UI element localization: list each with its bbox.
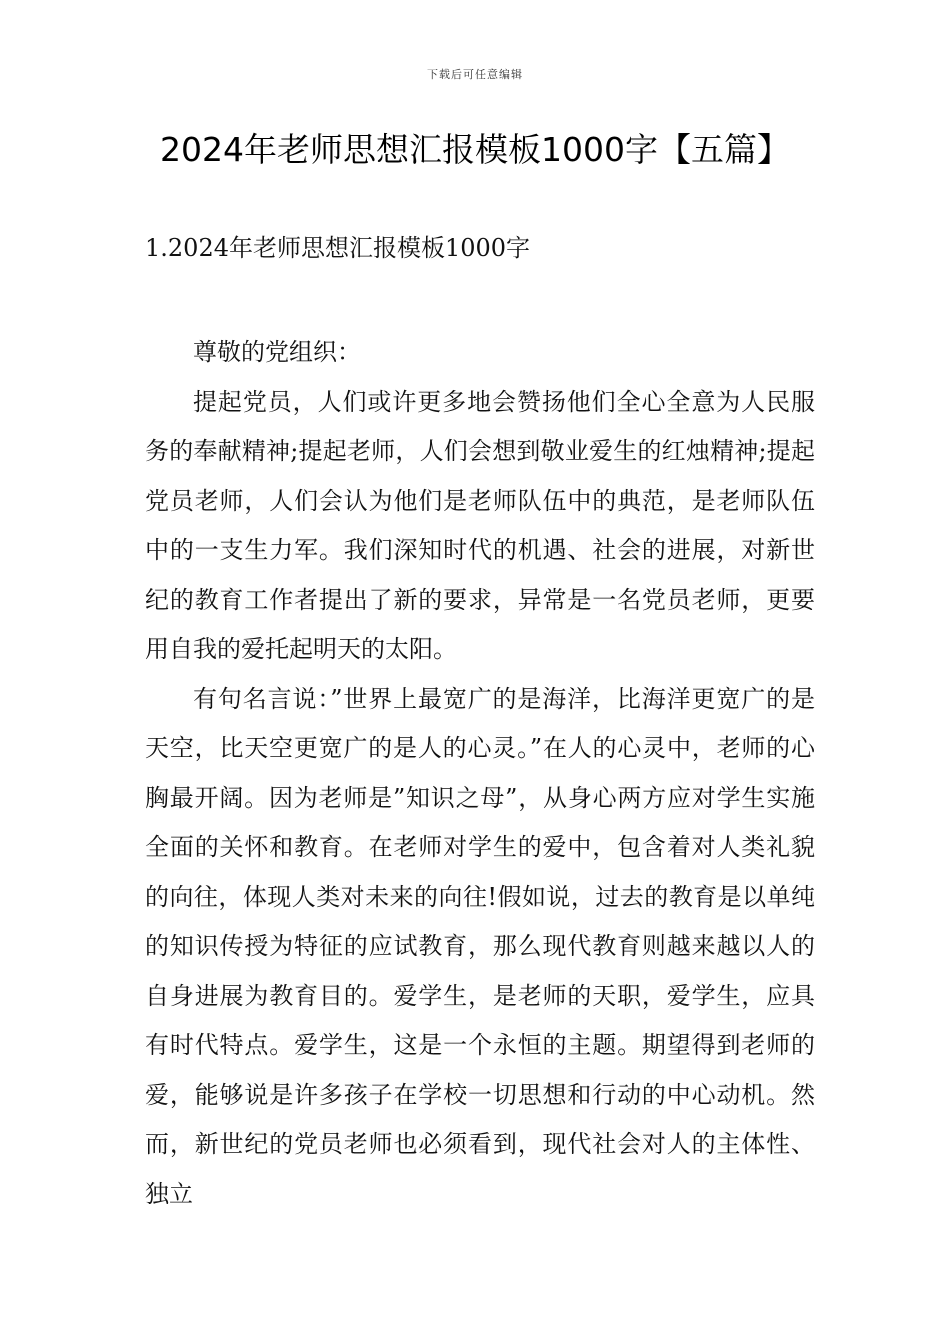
body-paragraph-1: 提起党员，人们或许更多地会赞扬他们全心全意为人民服务的奉献精神;提起老师，人们会想到敬业爱生的红烛精神;提起党员老师，人们会认为他们是老师队伍中的典范，是老师队伍中的一支生力军。我们深知时代的机遇、社会的进展，对新世纪的教育工作者提出了新的要求，异常是一名党员老师，更要用自我的爱托起明天的太阳。 [145,387,815,663]
document-title: 2024年老师思想汇报模板1000字【五篇】 [160,130,790,169]
salutation: 尊敬的党组织： [193,338,361,366]
document-body [145,328,815,1219]
body-paragraph-2: 有句名言说：”世界上最宽广的是海洋，比海洋更宽广的是天空，比天空更宽广的是人的心灵。”在人的心灵中，老师的心胸最开阔。因为老师是”知识之母”，从身心两方应对学生实施全面的关怀和教育。在老师对学生的爱中，包含着对人类礼貌的向往，体现人类对未来的向往!假如说，过去的教育是以单纯的知识传授为特征的应试教育，那么现代教育则越来越以人的自身进展为教育目的。爱学生，是老师的天职，爱学生，应具有时代特点。爱学生，这是一个永恒的主题。期望得到老师的爱，能够说是许多孩子在学校一切思想和行动的中心动机。然而，新世纪的党员老师也必须看到，现代社会对人的主体性、独立 [145,684,815,1208]
header-note: 下载后可任意编辑 [427,68,523,81]
section-heading: 1.2024年老师思想汇报模板1000字 [145,234,531,262]
